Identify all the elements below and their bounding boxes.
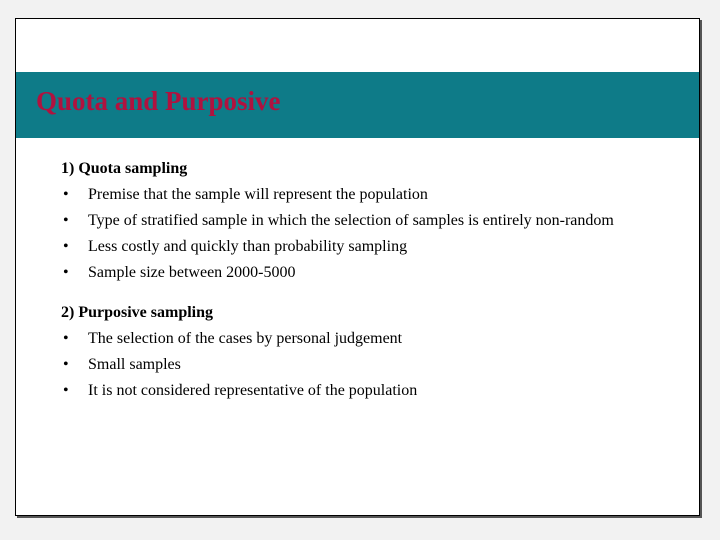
- bullet-icon: •: [63, 186, 69, 203]
- bullet-list: [61, 329, 661, 401]
- bullet-item: [61, 237, 633, 257]
- bullet-item: [61, 263, 633, 283]
- bullet-text: Less costly and quickly than probability sampling: [88, 238, 408, 255]
- slide: [15, 18, 700, 516]
- bullet-text: Premise that the sample will represent the population: [88, 186, 428, 203]
- bullet-text: Small samples: [88, 356, 181, 373]
- bullet-icon: •: [63, 356, 69, 373]
- bullet-icon: •: [63, 330, 69, 347]
- bullet-text: Sample size between 2000-5000: [88, 264, 296, 281]
- section-purposive-sampling: [61, 303, 661, 401]
- title-bar: [16, 72, 699, 138]
- slide-content: [61, 159, 661, 421]
- bullet-icon: •: [63, 264, 69, 281]
- bullet-item: [61, 355, 633, 375]
- bullet-text: Type of stratified sample in which the selection of samples is entirely non-random: [88, 212, 614, 229]
- section-heading: 2) Purposive sampling: [61, 304, 214, 321]
- bullet-item: [61, 381, 633, 401]
- bullet-text: The selection of the cases by personal judgement: [88, 330, 403, 347]
- bullet-list: [61, 185, 661, 283]
- section-quota-sampling: [61, 159, 661, 283]
- bullet-icon: •: [63, 382, 69, 399]
- slide-title: Quota and Purposive: [36, 86, 281, 116]
- bullet-icon: •: [63, 238, 69, 255]
- bullet-item: [61, 329, 633, 349]
- bullet-item: [61, 211, 633, 231]
- section-heading: 1) Quota sampling: [61, 160, 188, 177]
- bullet-icon: •: [63, 212, 69, 229]
- bullet-text: It is not considered representative of the population: [88, 382, 418, 399]
- bullet-item: [61, 185, 633, 205]
